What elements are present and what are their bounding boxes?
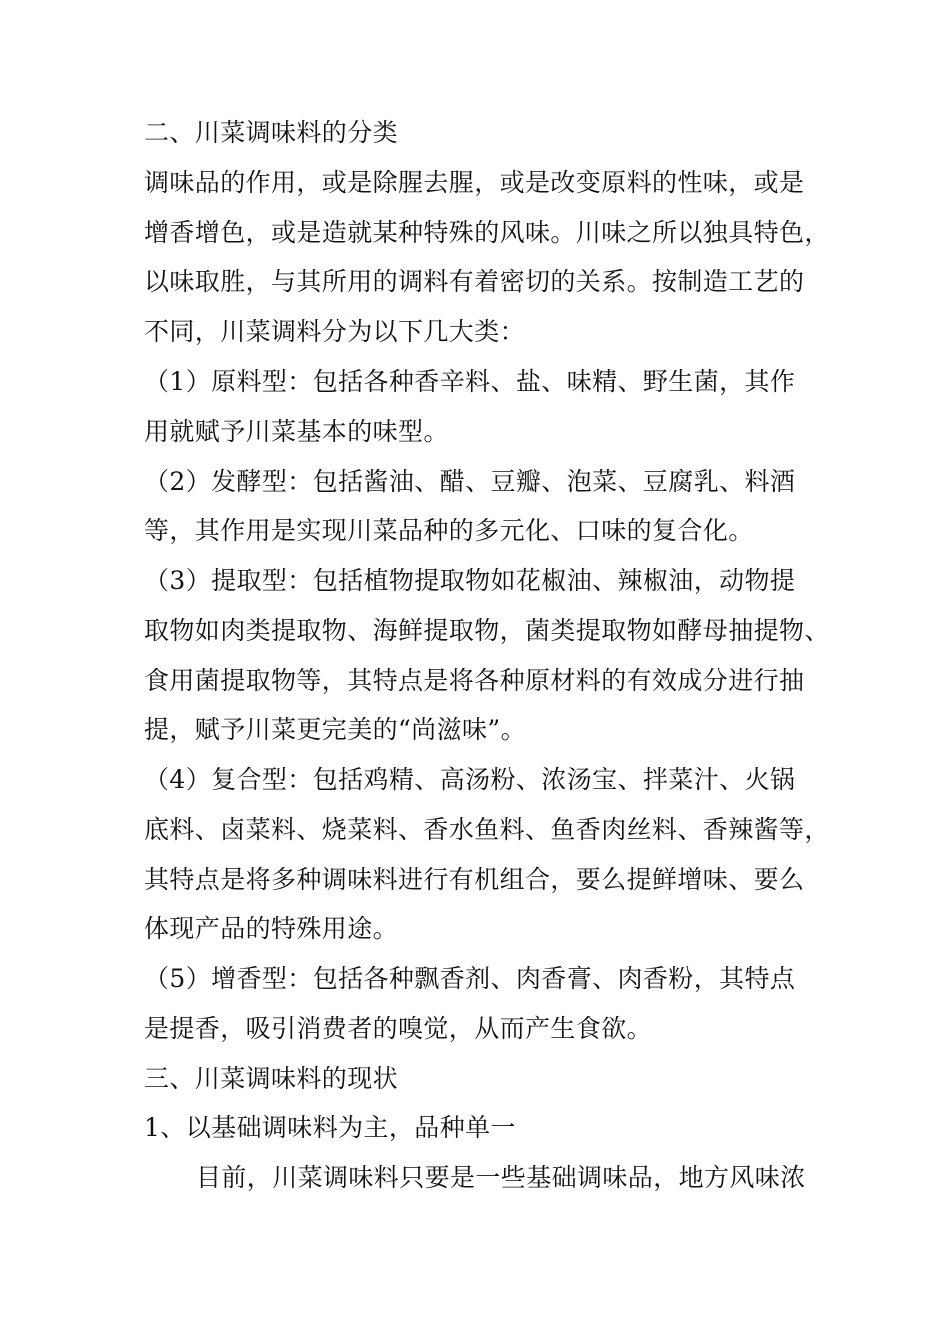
- list-item-5-line: （5）增香型：包括各种飘香剂、肉香膏、肉香粉，其特点: [144, 964, 796, 993]
- paragraph-line: 不同，川菜调料分为以下几大类：: [144, 317, 526, 346]
- list-item-4-line: 其特点是将多种调味料进行有机组合，要么提鲜增味、要么: [144, 865, 805, 894]
- list-item-3-line: 取物如肉类提取物、海鲜提取物，菌类提取物如酵母抽提物、: [144, 616, 830, 645]
- list-item-1-line: 用就赋予川菜基本的味型。: [144, 417, 449, 446]
- paragraph-line: 调味品的作用，或是除腥去腥，或是改变原料的性味，或是: [144, 168, 805, 197]
- list-item-2-line: （2）发酵型：包括酱油、醋、豆瓣、泡菜、豆腐乳、料酒: [144, 467, 796, 496]
- list-item-3-line: （3）提取型：包括植物提取物如花椒油、辣椒油，动物提: [144, 566, 796, 595]
- list-item-4-line: 体现产品的特殊用途。: [144, 914, 399, 943]
- paragraph-line: 目前，川菜调味料只要是一些基础调味品，地方风味浓: [196, 1163, 806, 1192]
- section-heading-status: 三、川菜调味料的现状: [144, 1064, 399, 1093]
- paragraph-line: 以味取胜，与其所用的调料有着密切的关系。按制造工艺的: [144, 267, 805, 296]
- list-item-2-line: 等，其作用是实现川菜品种的多元化、口味的复合化。: [144, 516, 754, 545]
- list-item-1-line: （1）原料型：包括各种香辛料、盐、味精、野生菌，其作: [144, 367, 796, 396]
- list-item-5-line: 是提香，吸引消费者的嗅觉，从而产生食欲。: [144, 1014, 653, 1043]
- list-item-3-line: 食用菌提取物等，其特点是将各种原材料的有效成分进行抽: [144, 666, 805, 695]
- paragraph-line: 增香增色，或是造就某种特殊的风味。川味之所以独具特色，: [144, 218, 830, 247]
- section-heading-classification: 二、川菜调味料的分类: [144, 118, 399, 147]
- list-item-4-line: 底料、卤菜料、烧菜料、香水鱼料、鱼香肉丝料、香辣酱等，: [144, 815, 830, 844]
- list-item-3-line: 提，赋予川菜更完美的“尚滋味”。: [144, 715, 526, 744]
- subsection-heading: 1、以基础调味料为主，品种单一: [144, 1113, 516, 1142]
- list-item-4-line: （4）复合型：包括鸡精、高汤粉、浓汤宝、拌菜汁、火锅: [144, 765, 796, 794]
